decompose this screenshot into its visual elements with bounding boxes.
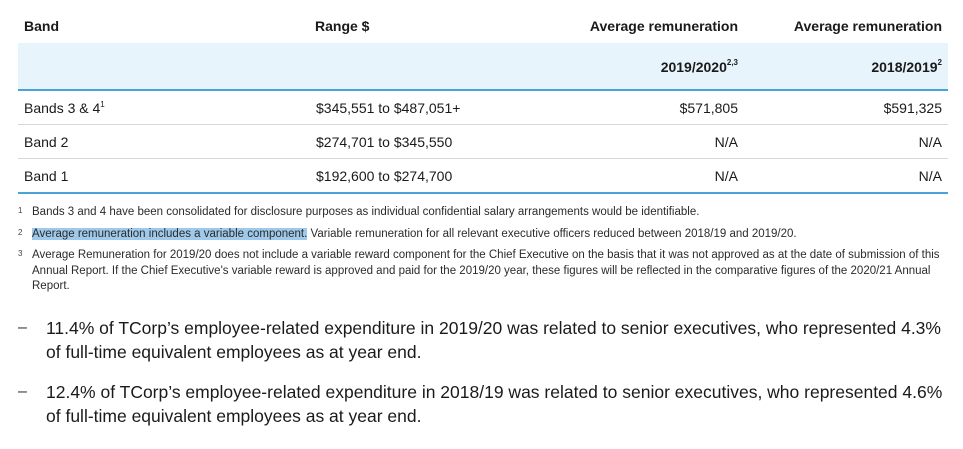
- subheader-year-2019-20: [538, 43, 744, 90]
- subheader-empty: [18, 43, 308, 90]
- footnote-text: Bands 3 and 4 have been consolidated for disclosure purposes as individual confidential salary arrangements would be identifiable.: [32, 206, 700, 218]
- cell-range: $274,701 to $345,550: [308, 125, 538, 159]
- cell-avg-2019-20: $571,805: [538, 90, 744, 125]
- table-subheader-row: [18, 43, 948, 90]
- cell-band: [18, 125, 308, 159]
- table-row: [18, 125, 948, 159]
- header-range: Range $: [308, 8, 538, 43]
- dash-bullet-icon: –: [18, 383, 27, 400]
- cell-avg-2018-19: N/A: [744, 159, 948, 194]
- table-row: [18, 90, 948, 125]
- cell-avg-2018-19: N/A: [744, 125, 948, 159]
- bullet-list: [18, 316, 943, 444]
- band-label: Band 1: [24, 167, 69, 184]
- bullet-text: 12.4% of TCorp’s employee-related expenditure in 2018/19 was related to senior executives, who represented 4.6% of full-time equivalent employees as at year end.: [46, 382, 943, 426]
- list-item: [18, 380, 943, 428]
- footnote-number: 3: [18, 249, 23, 258]
- footnote-text: Average Remuneration for 2019/20 does not include a variable reward component for the Chief Executive on the basis that it was not approved as at the date of submission of this Annual Report. If the Chief Executive's variable reward is approved and paid for the 2019/20 year, these figures will be reflected in the comparative figures of the 2020/21 Annual Report.: [32, 249, 940, 292]
- cell-range: $345,551 to $487,051+: [308, 90, 538, 125]
- footnote-2: [18, 227, 943, 243]
- cell-avg-2019-20: N/A: [538, 125, 744, 159]
- cell-avg-2019-20: N/A: [538, 159, 744, 194]
- footnote-ref: 1: [100, 99, 105, 109]
- header-avg-remuneration-2018-19: Average remuneration: [744, 8, 948, 43]
- remuneration-table: [18, 8, 948, 194]
- footnote-1: [18, 205, 943, 221]
- subheader-empty: [308, 43, 538, 90]
- table-row: [18, 159, 948, 194]
- footnotes: [18, 205, 943, 301]
- bullet-text: 11.4% of TCorp’s employee-related expenditure in 2019/20 was related to senior executives, who represented 4.3% of full-time equivalent employees as at year end.: [46, 318, 941, 362]
- year-label: 2019/2020: [660, 58, 727, 75]
- footnote-ref: 2,3: [726, 57, 738, 67]
- highlighted-text-selection[interactable]: Average remuneration includes a variable component.: [32, 227, 308, 240]
- cell-avg-2018-19: $591,325: [744, 90, 948, 125]
- table-header-row: [18, 8, 948, 43]
- footnote-3: [18, 248, 943, 295]
- dash-bullet-icon: –: [18, 319, 27, 336]
- header-avg-remuneration-2019-20: Average remuneration: [538, 8, 744, 43]
- cell-range: $192,600 to $274,700: [308, 159, 538, 194]
- list-item: [18, 316, 943, 364]
- band-label: Band 2: [24, 133, 69, 150]
- band-label: Bands 3 & 4: [24, 99, 101, 116]
- header-band: Band: [18, 8, 308, 43]
- cell-band: [18, 90, 308, 125]
- footnote-number: 1: [18, 206, 23, 215]
- footnote-number: 2: [18, 227, 23, 237]
- subheader-year-2018-19: [744, 43, 948, 90]
- year-label: 2018/2019: [871, 58, 938, 75]
- footnote-text: Variable remuneration for all relevant executive officers reduced between 2018/19 and 2019/20.: [307, 227, 797, 240]
- footnote-ref: 2: [937, 57, 942, 67]
- cell-band: [18, 159, 308, 194]
